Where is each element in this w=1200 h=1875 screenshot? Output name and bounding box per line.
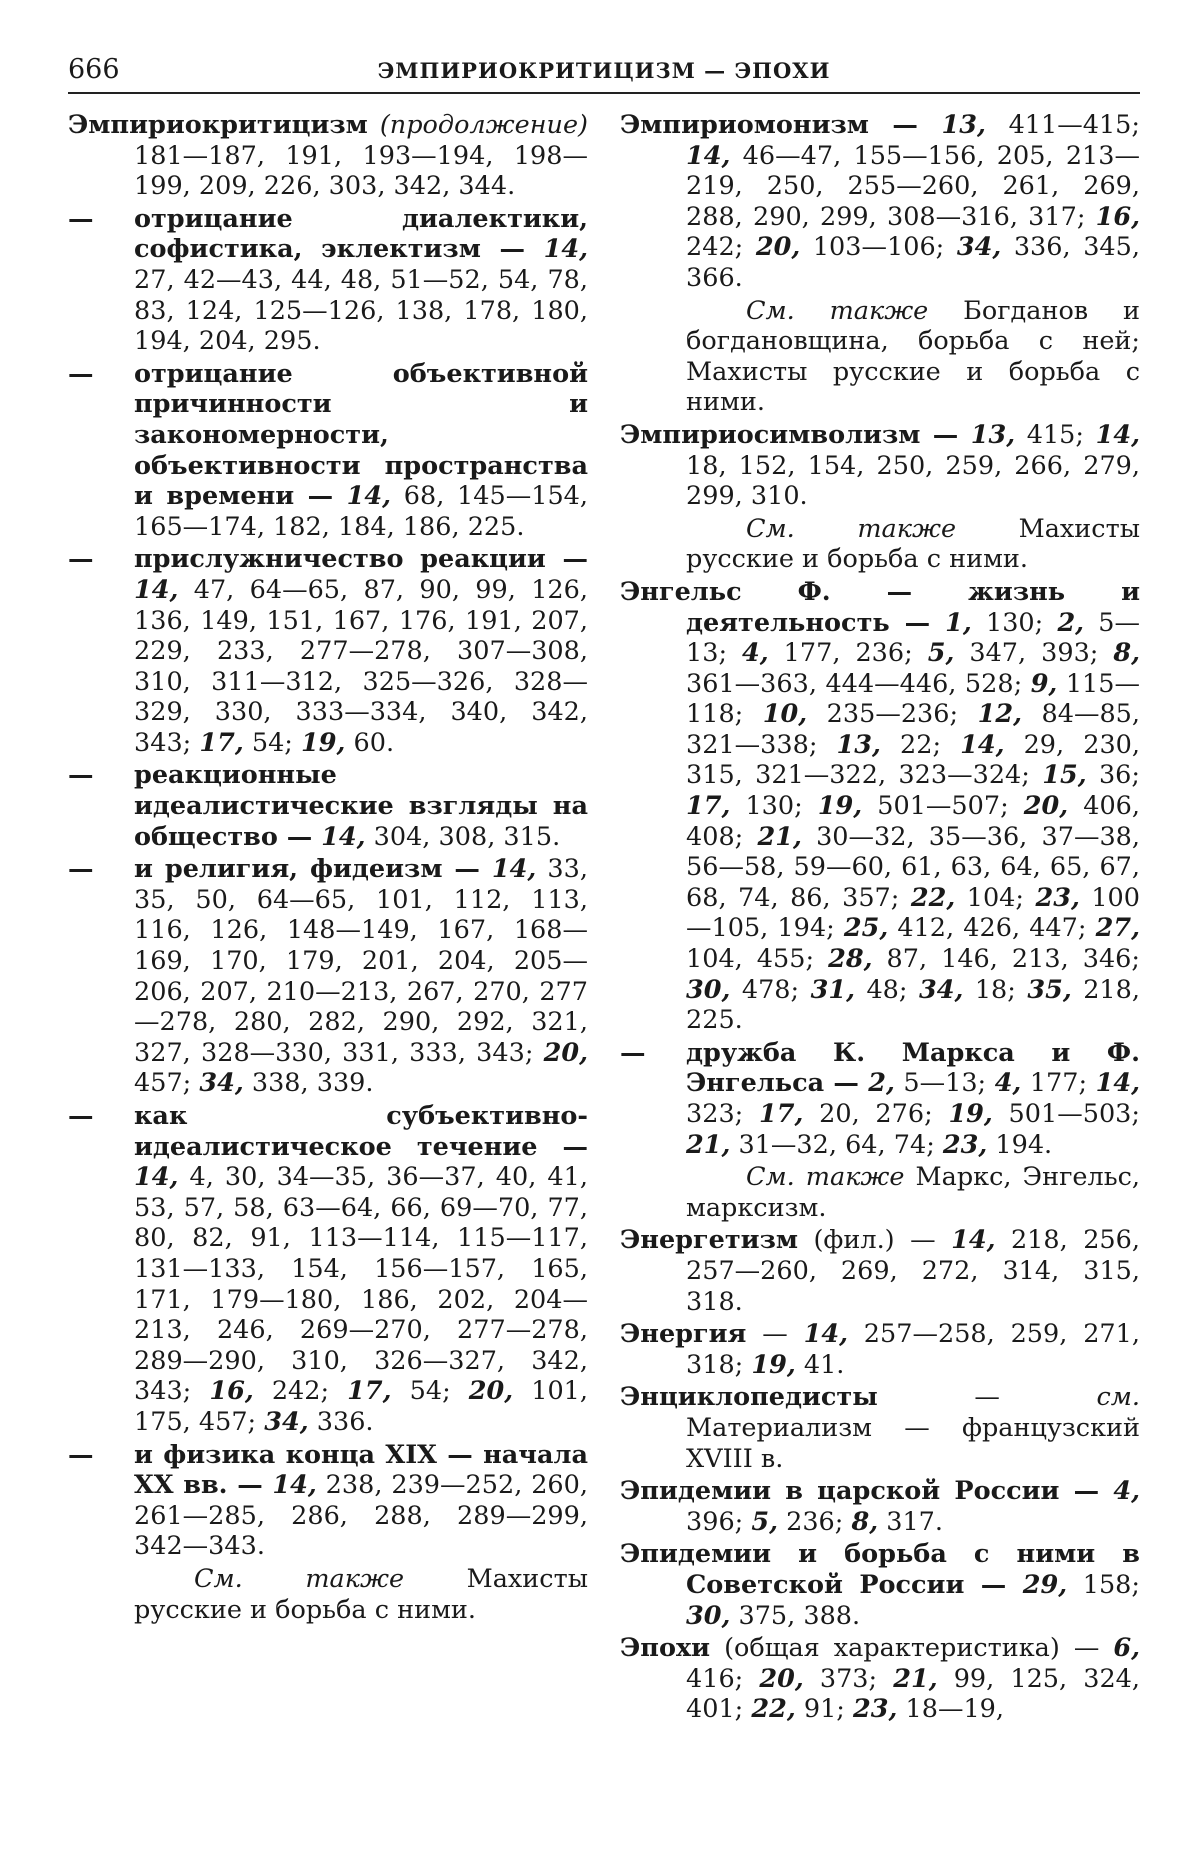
index-subentry: — как субъективно-идеалистическое течение — 14, 4, 30, 34—35, 36—37, 40, 41, 53, 57, 58, 63—64, 66, 69—70, 77, 80, 82, 91, 113—114, 115—117, 131—133, 154, 156—157, 165, 171, 179—180, 186, 202, 204—213, 246, 269—270, 277—278, 289—290, 310, 326—327, 342, 343; 16, 242; 17, 54; 20, 101, 175, 457; 34, 336.: [68, 1101, 589, 1437]
index-subentry: — и религия, фидеизм — 14, 33, 35, 50, 64—65, 101, 112, 113, 116, 126, 148—149, 167, 168—169, 170, 179, 201, 204, 205—206, 207, 210—213, 267, 270, 277—278, 280, 282, 290, 292, 321, 327, 328—330, 331, 333, 343; 20, 457; 34, 338, 339.: [68, 854, 588, 1099]
index-entry: Эпохи (общая характеристика) — 6, 416; 20, 373; 21, 99, 125, 324, 401; 22, 91; 23, 18—19,: [620, 1633, 1140, 1725]
index-subentry: — прислужничество реакции — 14, 47, 64—65, 87, 90, 99, 126, 136, 149, 151, 167, 176, 191, 207, 229, 233, 277—278, 307—308, 310, 311—312, 325—326, 328—329, 330, 333—334, 340, 342, 343; 17, 54; 19, 60.: [68, 544, 588, 758]
dash-glyph: —: [68, 203, 94, 234]
running-title: ЭМПИРИОКРИТИЦИЗМ — ЭПОХИ: [377, 58, 831, 83]
index-subentry: — дружба К. Маркса и Ф. Энгельса — 2, 5—13; 4, 177; 14, 323; 17, 20, 276; 19, 501—503; 21, 31—32, 64, 74; 23, 194.: [620, 1037, 1141, 1160]
dash-glyph: —: [620, 1037, 646, 1068]
index-subentry: — и физика конца XIX — начала XX вв. — 14, 238, 239—252, 260, 261—285, 286, 288, 289—299, 342—343.: [68, 1439, 588, 1562]
dash-glyph: —: [68, 1101, 94, 1131]
dash-glyph: —: [68, 1439, 94, 1470]
dash-glyph: —: [68, 358, 94, 389]
index-entry: Энергетизм (фил.) — 14, 218, 256, 257—260, 269, 272, 314, 315, 318.: [620, 1225, 1140, 1317]
see-also: См. также Махисты русские и борьба с ними.: [134, 1563, 588, 1625]
index-subentry: — отрицание диалектики, софистика, эклектизм — 14, 27, 42—43, 44, 48, 51—52, 54, 78, 83, 124, 125—126, 138, 178, 180, 194, 204, 295.: [68, 203, 588, 357]
right-column: [620, 110, 1140, 1727]
index-subentry: — отрицание объективной причинности и закономерности, объективности пространства и времени — 14, 68, 145—154, 165—174, 182, 184, 186, 225.: [68, 358, 588, 542]
page-header: [68, 48, 1140, 88]
left-column: [68, 110, 588, 1727]
dash-glyph: —: [68, 544, 94, 575]
index-entry: Эмпириосимволизм — 13, 415; 14, 18, 152, 154, 250, 259, 266, 279, 299, 310.: [620, 419, 1140, 512]
index-entry: Эмпириомонизм — 13, 411—415; 14, 46—47, 155—156, 205, 213—219, 250, 255—260, 261, 269, 288, 290, 299, 308—316, 317; 16, 242; 20, 103—106; 34, 336, 345, 366.: [620, 110, 1140, 293]
header-rule: [68, 92, 1140, 94]
index-entry: Энциклопедисты — см. Материализм — французский XVIII в.: [620, 1382, 1140, 1474]
index-subentry: — реакционные идеалистические взгляды на общество — 14, 304, 308, 315.: [68, 760, 588, 852]
index-columns: [68, 110, 1140, 1727]
index-entry: Эмпириокритицизм (продолжение) 181—187, 191, 193—194, 198—199, 209, 226, 303, 342, 344.: [68, 110, 588, 202]
see-also: См. также Богданов и богдановщина, борьба с ней; Махисты русские и борьба с ними.: [686, 295, 1140, 418]
see-also: См. также Махисты русские и борьба с ними.: [686, 513, 1140, 575]
index-entry: Эпидемии в царской России — 4, 396; 5, 236; 8, 317.: [620, 1476, 1140, 1537]
see-also: См. также Маркс, Энгельс, марксизм.: [686, 1162, 1140, 1223]
index-entry: Энгельс Ф. — жизнь и деятельность — 1, 130; 2, 5—13; 4, 177, 236; 5, 347, 393; 8, 361—363, 444—446, 528; 9, 115—118; 10, 235—236; 12, 84—85, 321—338; 13, 22; 14, 29, 230, 315, 321—322, 323—324; 15, 36; 17, 130; 19, 501—507; 20, 406, 408; 21, 30—32, 35—36, 37—38, 56—58, 59—60, 61, 63, 64, 65, 67, 68, 74, 86, 357; 22, 104; 23, 100—105, 194; 25, 412, 426, 447; 27, 104, 455; 28, 87, 146, 213, 346; 30, 478; 31, 48; 34, 18; 35, 218, 225.: [620, 576, 1141, 1036]
dash-glyph: —: [68, 760, 94, 791]
index-page: [68, 48, 1141, 1725]
index-entry: Эпидемии и борьба с ними в Советской России — 29, 158; 30, 375, 388.: [620, 1539, 1140, 1631]
page-number: 666: [68, 54, 120, 85]
dash-glyph: —: [68, 854, 94, 885]
index-entry: Энергия — 14, 257—258, 259, 271, 318; 19, 41.: [620, 1319, 1140, 1380]
